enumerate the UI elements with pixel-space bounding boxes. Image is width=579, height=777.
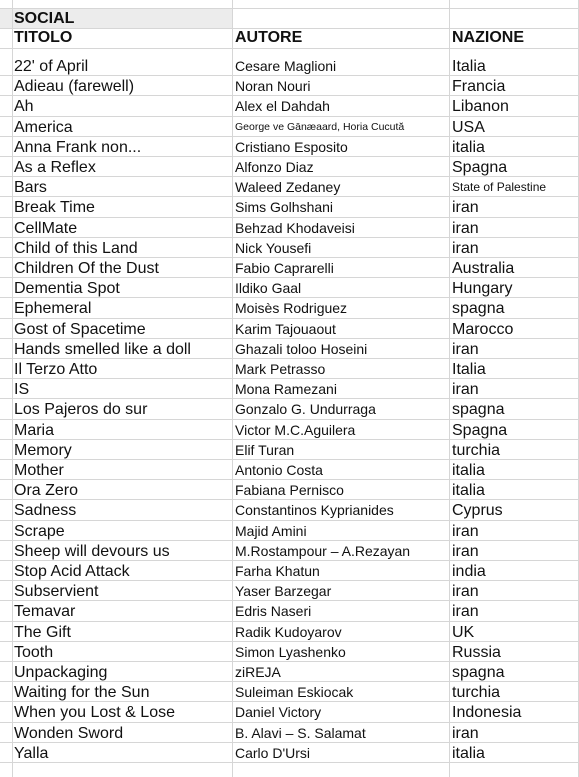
table-row <box>0 137 579 157</box>
grid-line <box>0 176 579 177</box>
cell-nazione[interactable]: spagna <box>452 401 505 419</box>
table-row <box>0 642 579 662</box>
cell-nazione[interactable]: iran <box>452 603 479 621</box>
cell-titolo[interactable]: 22' of April <box>14 58 89 75</box>
table-row <box>0 723 579 743</box>
grid-line <box>0 742 579 743</box>
grid-line <box>0 701 579 702</box>
grid-line <box>0 196 579 197</box>
cell-autore[interactable]: Fabiana Pernisco <box>235 482 344 499</box>
cell-autore[interactable]: Waleed Zedaney <box>235 179 341 196</box>
table-row <box>0 76 579 96</box>
cell-autore[interactable]: Constantinos Kyprianides <box>235 502 394 519</box>
table-row <box>0 298 579 318</box>
cell-titolo[interactable]: Los Pajeros do sur <box>14 401 148 419</box>
grid-line <box>0 600 579 601</box>
cell-autore[interactable]: Alfonzo Diaz <box>235 159 314 175</box>
cell-autore[interactable]: Elif Turan <box>235 441 295 458</box>
cell-titolo[interactable]: Sadness <box>14 502 77 520</box>
cell-titolo[interactable]: Gost of Spacetime <box>14 320 146 338</box>
grid-line <box>0 378 579 379</box>
cell-titolo[interactable]: Tooth <box>14 643 54 661</box>
grid-line <box>0 8 579 9</box>
table-row <box>0 702 579 722</box>
cell-titolo[interactable]: Ah <box>14 98 34 116</box>
cell-nazione[interactable]: Australia <box>452 260 515 277</box>
header-titolo[interactable]: TITOLO <box>14 29 73 46</box>
cell-titolo[interactable]: America <box>14 118 73 136</box>
cell-nazione[interactable]: Francia <box>452 78 506 96</box>
cell-nazione[interactable]: Indonesia <box>452 704 522 722</box>
grid-line <box>0 762 579 763</box>
cell-titolo[interactable]: Hands smelled like a doll <box>14 340 191 358</box>
cell-autore[interactable]: Cesare Maglioni <box>235 58 337 74</box>
cell-autore[interactable]: Nick Yousefi <box>235 239 312 256</box>
cell-nazione[interactable]: italia <box>452 482 485 500</box>
table-row <box>0 541 579 561</box>
cell-titolo[interactable]: Sheep will devours us <box>14 542 170 560</box>
cell-nazione[interactable]: italia <box>452 462 485 479</box>
table-row <box>0 96 579 116</box>
cell-nazione[interactable]: iran <box>452 219 479 237</box>
cell-titolo[interactable]: Children Of the Dust <box>14 260 159 277</box>
cell-nazione[interactable]: Libanon <box>452 98 509 116</box>
cell-titolo[interactable]: Child of this Land <box>14 239 138 257</box>
cell-autore[interactable]: Karim Tajouaout <box>235 320 336 337</box>
cell-autore[interactable]: Moisès Rodriguez <box>235 300 348 317</box>
cell-autore[interactable]: Behzad Khodaveisi <box>235 219 355 236</box>
cell-autore[interactable]: Antonio Costa <box>235 462 323 478</box>
table-row <box>0 258 579 278</box>
cell-titolo[interactable]: Temavar <box>14 603 76 621</box>
cell-nazione[interactable]: italia <box>452 744 485 762</box>
table-row <box>0 399 579 419</box>
cell-titolo[interactable]: Break Time <box>14 199 95 217</box>
cell-nazione[interactable]: Spagna <box>452 421 508 439</box>
cell-autore[interactable]: Sims Golhshani <box>235 199 334 216</box>
cell-nazione[interactable]: Cyprus <box>452 502 503 520</box>
grid-line <box>0 722 579 723</box>
cell-autore[interactable]: M.Rostampour – A.Rezayan <box>235 542 411 559</box>
table-row <box>0 440 579 460</box>
cell-titolo[interactable]: Adieau (farewell) <box>14 78 135 96</box>
cell-nazione[interactable]: spagna <box>452 664 505 681</box>
grid-line <box>0 116 579 117</box>
grid-line <box>0 156 579 157</box>
cell-nazione[interactable]: Italia <box>452 361 486 378</box>
grid-line <box>0 560 579 561</box>
table-row <box>0 662 579 682</box>
header-autore[interactable]: AUTORE <box>235 29 303 46</box>
cell-nazione[interactable]: iran <box>452 239 479 257</box>
table-row <box>0 359 579 379</box>
cell-nazione[interactable]: turchia <box>452 441 501 459</box>
table-row <box>0 420 579 440</box>
cell-autore[interactable]: Victor M.C.Aguilera <box>235 421 356 438</box>
cell-titolo[interactable]: Stop Acid Attack <box>14 563 130 580</box>
grid-line <box>0 520 579 521</box>
cell-titolo[interactable]: Ephemeral <box>14 300 92 318</box>
cell-nazione[interactable]: italia <box>452 138 485 156</box>
cell-titolo[interactable]: IS <box>14 381 30 399</box>
grid-line <box>0 237 579 238</box>
grid-line <box>0 297 579 298</box>
cell-titolo[interactable]: Yalla <box>14 744 49 762</box>
cell-autore[interactable]: Mark Petrasso <box>235 361 326 377</box>
cell-titolo[interactable]: Memory <box>14 441 72 459</box>
table-row <box>0 500 579 520</box>
cell-titolo[interactable]: Mother <box>14 462 64 479</box>
cell-nazione[interactable]: Hungary <box>452 280 513 298</box>
grid-line <box>0 318 579 319</box>
table-row <box>0 56 579 76</box>
cell-nazione[interactable]: Spagna <box>452 159 508 176</box>
cell-nazione[interactable]: UK <box>452 623 475 641</box>
grid-line <box>0 621 579 622</box>
cell-titolo[interactable]: When you Lost & Lose <box>14 704 175 722</box>
grid-line <box>0 459 579 460</box>
cell-autore[interactable]: Cristiano Esposito <box>235 138 348 155</box>
cell-titolo[interactable]: Anna Frank non... <box>14 138 142 156</box>
grid-line <box>0 136 579 137</box>
grid-line <box>0 419 579 420</box>
grid-line <box>0 95 579 96</box>
grid-line <box>0 641 579 642</box>
cell-autore[interactable]: Farha Khatun <box>235 563 320 579</box>
cell-nazione[interactable]: iran <box>452 522 479 540</box>
cell-titolo[interactable]: Dementia Spot <box>14 280 120 298</box>
cell-autore[interactable]: Carlo D'Ursi <box>235 744 311 761</box>
grid-line <box>0 338 579 339</box>
table-row <box>0 379 579 399</box>
cell-titolo[interactable]: Ora Zero <box>14 482 79 500</box>
cell-titolo[interactable]: Wonden Sword <box>14 724 124 742</box>
cell-nazione[interactable]: turchia <box>452 684 501 702</box>
section-title[interactable]: SOCIAL <box>14 10 75 27</box>
cell-nazione[interactable]: iran <box>452 340 479 358</box>
cell-nazione[interactable]: india <box>452 563 486 580</box>
column-header-row <box>0 27 579 47</box>
cell-autore[interactable]: Ghazali toloo Hoseini <box>235 340 368 357</box>
cell-titolo[interactable]: CellMate <box>14 219 78 237</box>
grid-line <box>0 28 579 29</box>
table-row <box>0 480 579 500</box>
table-row <box>0 238 579 258</box>
cell-autore[interactable]: ziREJA <box>235 664 281 680</box>
grid-line <box>0 681 579 682</box>
grid-line <box>0 257 579 258</box>
table-row <box>0 177 579 197</box>
cell-nazione[interactable]: iran <box>452 583 479 601</box>
cell-titolo[interactable]: Waiting for the Sun <box>14 684 150 702</box>
cell-autore[interactable]: Daniel Victory <box>235 704 322 721</box>
table-row <box>0 117 579 137</box>
cell-autore[interactable]: Edris Naseri <box>235 603 312 620</box>
cell-autore[interactable]: Alex el Dahdah <box>235 98 330 115</box>
table-row <box>0 622 579 642</box>
grid-line <box>0 217 579 218</box>
cell-titolo[interactable]: Bars <box>14 179 47 197</box>
grid-line <box>0 499 579 500</box>
grid-line <box>0 48 579 49</box>
table-row <box>0 581 579 601</box>
cell-nazione[interactable]: iran <box>452 542 479 560</box>
cell-autore[interactable]: Simon Lyashenko <box>235 643 346 660</box>
table-row <box>0 682 579 702</box>
cell-autore[interactable]: Mona Ramezani <box>235 381 337 398</box>
cell-nazione[interactable]: iran <box>452 199 479 217</box>
grid-line <box>0 398 579 399</box>
grid-line <box>0 540 579 541</box>
table-row <box>0 601 579 621</box>
cell-nazione[interactable]: Italia <box>452 58 486 75</box>
table-row <box>0 218 579 238</box>
table-row <box>0 561 579 581</box>
cell-autore[interactable]: Fabio Caprarelli <box>235 260 334 276</box>
cell-nazione[interactable]: Marocco <box>452 320 514 338</box>
cell-nazione[interactable]: iran <box>452 381 479 399</box>
header-nazione[interactable]: NAZIONE <box>452 29 524 46</box>
cell-nazione[interactable]: Russia <box>452 643 501 661</box>
cell-autore[interactable]: Noran Nouri <box>235 78 311 95</box>
cell-titolo[interactable]: Maria <box>14 421 55 439</box>
cell-autore[interactable]: B. Alavi – S. Salamat <box>235 724 366 741</box>
cell-nazione[interactable]: State of Palestine <box>452 180 547 195</box>
cell-titolo[interactable]: Il Terzo Atto <box>14 361 98 378</box>
cell-autore[interactable]: Radik Kudoyarov <box>235 623 342 640</box>
cell-titolo[interactable]: Scrape <box>14 522 65 540</box>
table-row <box>0 460 579 480</box>
cell-titolo[interactable]: As a Reflex <box>14 159 96 176</box>
cell-titolo[interactable]: Subservient <box>14 583 99 601</box>
cell-autore[interactable]: Yaser Barzegar <box>235 583 332 600</box>
table-row <box>0 339 579 359</box>
table-row <box>0 157 579 177</box>
table-row <box>0 197 579 217</box>
section-title-row <box>0 8 579 28</box>
cell-autore[interactable]: Gonzalo G. Undurraga <box>235 401 376 418</box>
cell-titolo[interactable]: Unpackaging <box>14 664 108 681</box>
cell-nazione[interactable]: spagna <box>452 300 505 318</box>
grid-line <box>0 358 579 359</box>
table-row <box>0 278 579 298</box>
cell-autore[interactable]: Majid Amini <box>235 522 307 539</box>
grid-line <box>0 661 579 662</box>
cell-titolo[interactable]: The Gift <box>14 623 71 641</box>
cell-nazione[interactable]: iran <box>452 724 479 742</box>
cell-nazione[interactable]: USA <box>452 118 485 136</box>
grid-line <box>0 479 579 480</box>
table-row <box>0 319 579 339</box>
table-row <box>0 521 579 541</box>
grid-line <box>0 75 579 76</box>
cell-autore[interactable]: George ve Gānæaard, Horia Cucută <box>235 120 405 133</box>
table-row <box>0 743 579 763</box>
grid-line <box>0 580 579 581</box>
grid-line <box>0 439 579 440</box>
cell-autore[interactable]: Ildiko Gaal <box>235 280 302 297</box>
grid-line <box>0 277 579 278</box>
cell-autore[interactable]: Suleiman Eskiocak <box>235 684 354 701</box>
